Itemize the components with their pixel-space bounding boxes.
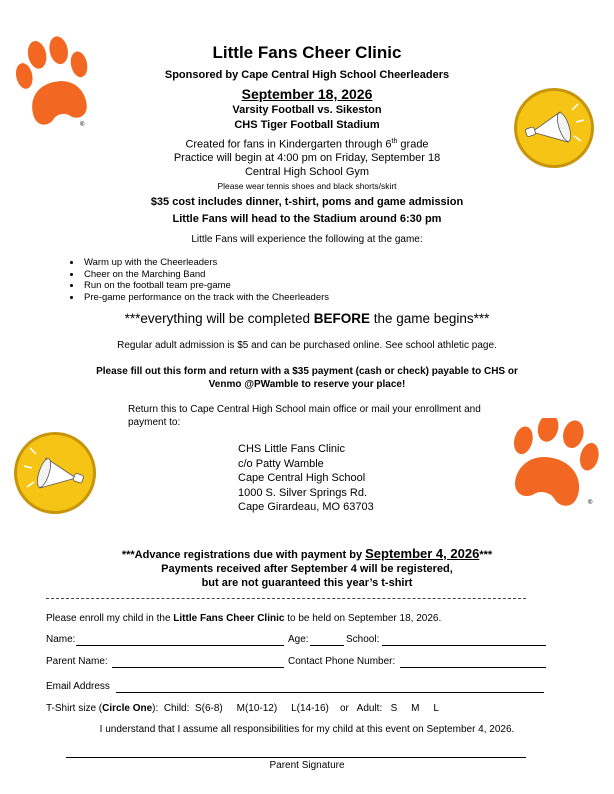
payment-note-line1: Please fill out this form and return with a $35 payment (cash or check) payable to CHS or bbox=[96, 366, 518, 377]
address-line: 1000 S. Silver Springs Rd. bbox=[238, 486, 368, 499]
school-field[interactable] bbox=[382, 645, 546, 646]
email-field[interactable] bbox=[116, 692, 544, 693]
age-label: Age: bbox=[288, 634, 309, 645]
late-payment-line: Payments received after September 4 will be registered, bbox=[161, 563, 453, 575]
practice-line: Practice will begin at 4:00 pm on Friday, September 18 bbox=[173, 152, 441, 164]
phone-field[interactable] bbox=[400, 667, 546, 668]
stadium-line: CHS Tiger Football Stadium bbox=[234, 119, 380, 131]
deadline-date: September 4, 2026 bbox=[365, 546, 480, 561]
activity-list bbox=[60, 257, 329, 303]
list-item: • Run on the football team pre-game bbox=[82, 280, 329, 292]
address-line: Cape Girardeau, MO 63703 bbox=[238, 501, 374, 513]
tiger-paw-icon bbox=[502, 418, 602, 514]
grades-line bbox=[0, 138, 614, 151]
deadline-pre: ***Advance registrations due with payment by bbox=[121, 549, 366, 561]
before-game-line bbox=[0, 311, 614, 326]
tshirt-size-row bbox=[46, 703, 439, 714]
age-field[interactable] bbox=[310, 645, 344, 646]
enroll-clinic-name: Little Fans Cheer Clinic bbox=[173, 613, 285, 624]
list-item: • Warm up with the Cheerleaders bbox=[82, 257, 329, 269]
enroll-text: Please enroll my child in the bbox=[46, 613, 174, 624]
mailing-address bbox=[238, 442, 374, 515]
tshirt-label-end: ): bbox=[152, 703, 159, 714]
cost-line: $35 cost includes dinner, t-shirt, poms and game admission bbox=[150, 196, 464, 208]
attire-line: Please wear tennis shoes and black shorts/skirt bbox=[217, 181, 397, 191]
list-item: • Cheer on the Marching Band bbox=[82, 269, 329, 281]
cut-line bbox=[46, 598, 526, 599]
payment-note-line2: Venmo @PWamble to reserve your place! bbox=[208, 379, 406, 390]
page-title: Little Fans Cheer Clinic bbox=[212, 43, 402, 62]
tshirt-guarantee-line: but are not guaranteed this year’s t-shirt bbox=[201, 577, 413, 589]
school-label: School: bbox=[346, 634, 380, 645]
megaphone-icon bbox=[12, 430, 98, 516]
tshirt-label: T-Shirt size ( bbox=[46, 703, 103, 714]
trademark-symbol: ® bbox=[588, 500, 593, 506]
address-line: c/o Patty Wamble bbox=[238, 457, 324, 470]
list-item: • Pre-game performance on the track with the Cheerleaders bbox=[82, 292, 329, 304]
game-line: Varsity Football vs. Sikeston bbox=[232, 104, 382, 116]
stadium-time-line: Little Fans will head to the Stadium around 6:30 pm bbox=[172, 213, 442, 225]
before-game-post: the game begins*** bbox=[370, 311, 490, 326]
before-game-pre: ***everything will be completed bbox=[124, 311, 314, 326]
address-line: Cape Central High School bbox=[238, 472, 366, 484]
enroll-text-end: to be held on September 18, 2026. bbox=[284, 613, 442, 624]
signature-label: Parent Signature bbox=[269, 760, 345, 771]
phone-label: Contact Phone Number: bbox=[288, 656, 396, 667]
before-game-bold: BEFORE bbox=[313, 311, 371, 326]
deadline-post: *** bbox=[479, 549, 493, 561]
experience-intro: Little Fans will experience the following at the game: bbox=[191, 234, 423, 245]
enroll-statement bbox=[46, 613, 441, 624]
parent-name-field[interactable] bbox=[112, 667, 284, 668]
tshirt-size-options[interactable]: Child: S(6-8) M(10-12) L(14-16) or Adult: S M L bbox=[163, 703, 439, 714]
responsibility-statement: I understand that I assume all responsibilities for my child at this event on September 4, 2026. bbox=[99, 724, 515, 735]
email-label: Email Address bbox=[46, 681, 110, 692]
grades-suffix: grade bbox=[397, 138, 429, 151]
location-line: Central High School Gym bbox=[244, 166, 370, 178]
parent-name-label: Parent Name: bbox=[46, 656, 108, 667]
name-field[interactable] bbox=[76, 645, 284, 646]
signature-field[interactable] bbox=[66, 757, 526, 758]
grades-text: Created for fans in Kindergarten through 6 bbox=[185, 138, 392, 151]
address-line: CHS Little Fans Clinic bbox=[238, 443, 345, 455]
sponsor-line: Sponsored by Cape Central High School Cheerleaders bbox=[164, 69, 450, 81]
deadline-line bbox=[0, 546, 614, 561]
trademark-symbol: ® bbox=[80, 122, 85, 128]
tshirt-circle-one: Circle One bbox=[102, 703, 153, 714]
name-label: Name: bbox=[46, 634, 76, 645]
grades-superscript: th bbox=[391, 138, 398, 145]
return-note-line1: Return this to Cape Central High School main office or mail your enrollment and bbox=[128, 404, 481, 415]
return-note-line2: payment to: bbox=[128, 417, 181, 428]
event-date: September 18, 2026 bbox=[241, 86, 373, 102]
admission-note: Regular adult admission is $5 and can be purchased online. See school athletic page. bbox=[117, 340, 497, 351]
